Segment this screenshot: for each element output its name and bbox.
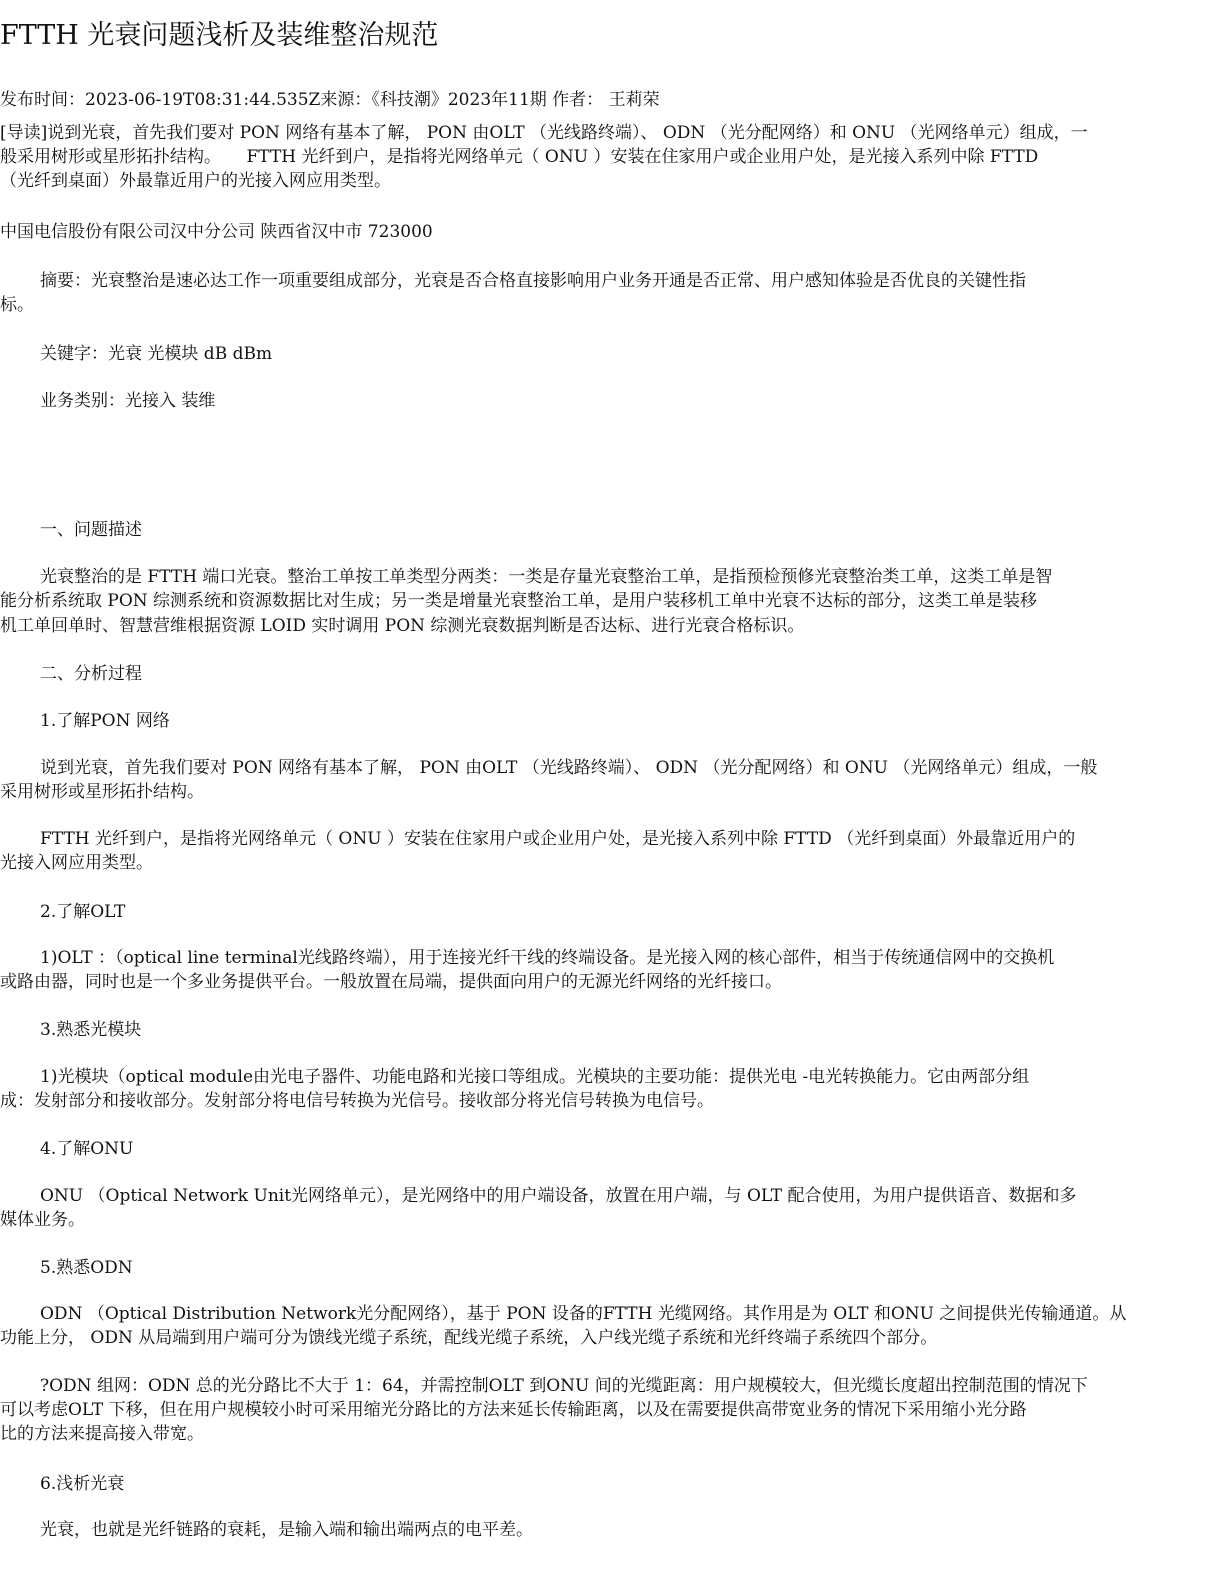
paragraph-line: 1)OLT ：（optical line terminal光线路终端），用于连接光纤干线的终端设备。是光接入网的核心部件，相当于传统通信网中的交换机 <box>40 948 1055 968</box>
article-title: FTTH 光衰问题浅析及装维整治规范 <box>0 20 439 51</box>
paragraph-line: ONU （Optical Network Unit光网络单元），是光网络中的用户端设备，放置在用户端，与 OLT 配合使用，为用户提供语音、数据和多 <box>40 1186 1077 1206</box>
business-category: 业务类别：光接入 装维 <box>40 391 216 411</box>
paragraph-line: 光衰，也就是光纤链路的衰耗，是输入端和输出端两点的电平差。 <box>40 1520 533 1540</box>
article-meta: 发布时间：2023-06-19T08:31:44.535Z来源：《科技潮》2023年11期 作者： 王莉荣 <box>0 90 660 110</box>
subsection-heading: 6.浅析光衰 <box>40 1474 125 1494</box>
paragraph-line: 功能上分， ODN 从局端到用户端可分为馈线光缆子系统，配线光缆子系统，入户线光缆子系统和光纤终端子系统四个部分。 <box>0 1328 938 1348</box>
paragraph-line: ?ODN 组网：ODN 总的光分路比不大于 1：64，并需控制OLT 到ONU 间的光缆距离：用户规模较大，但光缆长度超出控制范围的情况下 <box>40 1376 1088 1396</box>
subsection-heading: 1.了解PON 网络 <box>40 711 170 731</box>
affiliation: 中国电信股份有限公司汉中分公司 陕西省汉中市 723000 <box>0 222 433 242</box>
paragraph-line: 可以考虑OLT 下移，但在用户规模较小时可采用缩光分路比的方法来延长传输距离，以及在需要提供高带宽业务的情况下采用缩小光分路 <box>0 1400 1027 1420</box>
section-heading: 二、分析过程 <box>40 664 142 684</box>
subsection-heading: 2.了解OLT <box>40 902 126 922</box>
paragraph-line: 采用树形或星形拓扑结构。 <box>0 782 204 802</box>
section-heading: 一、问题描述 <box>40 520 142 540</box>
keywords: 关键字：光衰 光模块 dB dBm <box>40 344 273 364</box>
paragraph-line: 1)光模块（optical module由光电子器件、功能电路和光接口等组成。光模块的主要功能：提供光电 -电光转换能力。它由两部分组 <box>40 1067 1030 1087</box>
paragraph-line: FTTH 光纤到户，是指将光网络单元（ ONU ）安装在住家用户或企业用户处，是光接入系列中除 FTTD （光纤到桌面）外最靠近用户的 <box>40 829 1076 849</box>
paragraph-line: 光接入网应用类型。 <box>0 853 153 873</box>
paragraph-line: 能分析系统取 PON 综测系统和资源数据比对生成；另一类是增量光衰整治工单，是用户装移机工单中光衰不达标的部分，这类工单是装移 <box>0 591 1038 611</box>
paragraph-line: 媒体业务。 <box>0 1210 85 1230</box>
abstract-line: 标。 <box>0 295 34 315</box>
paragraph-line: 机工单回单时、智慧营维根据资源 LOID 实时调用 PON 综测光衰数据判断是否达标、进行光衰合格标识。 <box>0 616 805 636</box>
paragraph-line: 比的方法来提高接入带宽。 <box>0 1424 204 1444</box>
paragraph-line: 说到光衰，首先我们要对 PON 网络有基本了解， PON 由OLT （光线路终端）、 ODN （光分配网络）和 ONU （光网络单元）组成，一般 <box>40 758 1098 778</box>
subsection-heading: 3.熟悉光模块 <box>40 1020 142 1040</box>
paragraph-line: 或路由器，同时也是一个多业务提供平台。一般放置在局端，提供面向用户的无源光纤网络的光纤接口。 <box>0 972 782 992</box>
abstract-line: 摘要：光衰整治是速必达工作一项重要组成部分，光衰是否合格直接影响用户业务开通是否正常、用户感知体验是否优良的关键性指 <box>40 271 1026 291</box>
lead-line: 般采用树形或星形拓扑结构。 FTTH 光纤到户，是指将光网络单元（ ONU ）安装在住家用户或企业用户处，是光接入系列中除 FTTD <box>0 147 1039 167</box>
subsection-heading: 5.熟悉ODN <box>40 1258 133 1278</box>
lead-line: （光纤到桌面）外最靠近用户的光接入网应用类型。 <box>0 171 391 191</box>
subsection-heading: 4.了解ONU <box>40 1139 134 1159</box>
paragraph-line: 成：发射部分和接收部分。发射部分将电信号转换为光信号。接收部分将光信号转换为电信号。 <box>0 1091 714 1111</box>
paragraph-line: ODN （Optical Distribution Network光分配网络），基于 PON 设备的FTTH 光缆网络。其作用是为 OLT 和ONU 之间提供光传输通道。从 <box>40 1304 1127 1324</box>
paragraph-line: 光衰整治的是 FTTH 端口光衰。整治工单按工单类型分两类：一类是存量光衰整治工单，是指预检预修光衰整治类工单，这类工单是智 <box>40 567 1053 587</box>
lead-line: [导读]说到光衰，首先我们要对 PON 网络有基本了解， PON 由OLT （光线路终端）、 ODN （光分配网络）和 ONU （光网络单元）组成，一 <box>0 123 1088 143</box>
